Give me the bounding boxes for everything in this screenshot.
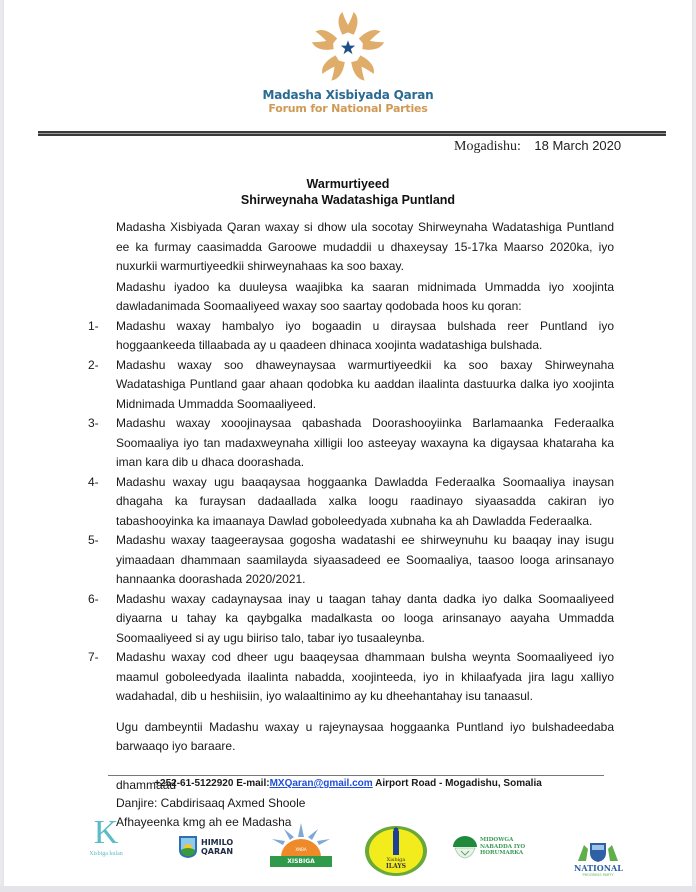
letterhead [4, 10, 692, 115]
org-name: Madasha Xisbiyada Qaran [262, 88, 434, 102]
list-item: 1- Madashu waxay hambalyo iyo bogaadin u diraysaa bulshada reer Puntland iyo hoggaankeeda tillaabada ay u qaadeen dhinaca xoojinta wadatashiga bulshada. [88, 318, 614, 352]
footer-divider [108, 775, 604, 776]
star-flower-logo-icon [310, 10, 386, 86]
xisbiga-nabadda-logo-icon [268, 823, 334, 857]
list-item: 4- Madashu waxay ugu baaqaysaa hoggaanka Dawladda Federaalka Soomaaliya inaysan dhagaha ka furaysan dadaallada xalka loogu raadinayo siyaasadda cakiran iyo tabashooyinka ka imaanaya Dawlad goboleedyada xubnaha ka ah Dawladda Federaalka. [88, 474, 614, 528]
signatory-name: Danjire: Cabdirisaaq Axmed Shoole [116, 796, 306, 810]
signatory-title: Afhayeenka kmg ah ee Madasha [116, 814, 292, 829]
intro-paragraph: Madasha Xisbiyada Qaran waxay si dhow ula socotay Shirweynaha Wadatashiga Puntland ee ka furmay caasimadda Garoowe mudaddii u dhaxeysay 15-17ka Maarso 2020ka, iyo nuxurkii warmurtiyeedkii shirweynahaas ka soo baxay. [116, 220, 614, 273]
title-line-1: Warmurtiyeed [306, 177, 390, 191]
partner-midowga: MIDOWGA NABADDA IYO HORUMARKA [452, 835, 562, 861]
lead-paragraph: Madashu iyadoo ka duuleysa waajibka ka saaran midnimada Ummadda iyo xoojinta dawladanimada Soomaaliyeed waxay soo saartay qodobada hoos ku qoran: [116, 279, 614, 313]
document-title [4, 176, 692, 208]
place-label: Mogadishu: [454, 139, 521, 154]
kulan-party-logo-icon: K [93, 814, 119, 851]
date: 18 March 2020 [534, 138, 622, 153]
letter-body [88, 218, 614, 831]
points-list [88, 317, 614, 707]
list-item: 5- Madashu waxay taageeraysaa gogosha wadatashi ee shirweynuhu ku baaqay inay isugu yimaadaan dhammaan saamilayda siyaasadeed ee Soomaaliya, taasoo looga arinsanayo hannaanka doorashada 2020/2021. [88, 533, 614, 586]
address: Airport Road - Mogadishu, Somalia [375, 778, 542, 789]
title-line-2: Shirweynaha Wadatashiga Puntland [240, 193, 456, 207]
dateline [454, 138, 621, 155]
signoff: dhammaad [116, 777, 177, 792]
contact-line [4, 778, 692, 789]
email-link[interactable]: MXQaran@gmail.com [269, 778, 373, 789]
svg-text:Xisbiga: Xisbiga [386, 857, 406, 863]
partner-logos: K Xisbiga kulan HIMILO QARAN XNBA XISBIGA NABADDA Xisbiga ILAYS MIDOWGA NABADDA IYO HORUMARKA NATIONAL PROGRESS PARTY [4, 805, 692, 885]
page-bottom-edge [0, 886, 696, 892]
partner-national: NATIONAL PROGRESS PARTY [574, 841, 622, 885]
partner-ilays [364, 825, 428, 877]
email-label: E-mail: [236, 778, 270, 789]
partner-xisbiga-nabadda: XNBA XISBIGA NABADDA [268, 823, 334, 871]
partner-kulan: K Xisbiga kulan [84, 815, 128, 857]
list-item: 2- Madashu waxay soo dhaweynaysaa warmurtiyeedkii ka soo baxay Shirweynaha Wadatashiga Puntland gaar ahaan qodobka ku aaddan ilaalinta dastuurka dalka iyo xoojinta Midnimada Ummadda Soomaaliyeed. [88, 357, 614, 411]
org-name-english: Forum for National Parties [268, 102, 428, 115]
list-item: 3- Madashu waxay xooojinaysaa qabashada Doorashooyiinka Barlamaanka Federaalka Soomaaliya iyo tan madaxweynaha xilligii loo asteeyay waxayna ka digaysaa khataraha ka iman kara dib u dhaca doorashada. [88, 416, 614, 469]
letter-page [4, 0, 692, 886]
header-divider [38, 131, 666, 136]
himilo-qaran-logo-icon [178, 835, 198, 859]
svg-text:XNBA: XNBA [295, 847, 307, 852]
svg-text:ILAYS: ILAYS [386, 863, 406, 870]
phone: +252-61-5122920 [154, 778, 234, 789]
list-item: 6- Madashu waxay cadaynaysaa inay u taagan tahay danta dadka iyo dalka Soomaaliyeed diyaarna u tahay ka qaybgalka madalkasta oo looga arinsanayo aayaha Ummadda Soomaaliyeed si ay ugu biiriso talo, tabar iyo tusaaleynba. [88, 591, 614, 645]
midowga-logo-icon [452, 835, 478, 859]
closing-paragraph: Ugu dambeyntii Madashu waxay u rajeynaysaa hoggaanka Puntland iyo bulshadeedaba barwaaqo iyo baraare. [116, 719, 614, 753]
ilays-party-logo-icon [364, 825, 428, 877]
list-item: 7- Madashu waxay cod dheer ugu baaqeysaa dhammaan bulsha weynta Soomaaliyeed iyo maamul goboleedyada ilaalinta nabadda, xoojinteeda, iyo in khilaafyada jira lagu xalliyo wadahadal, dib u heshiisiin, iyo walaaltinimo ay ku dheehantahay isu tanaasul. [88, 650, 614, 703]
national-party-logo-icon [576, 841, 620, 863]
